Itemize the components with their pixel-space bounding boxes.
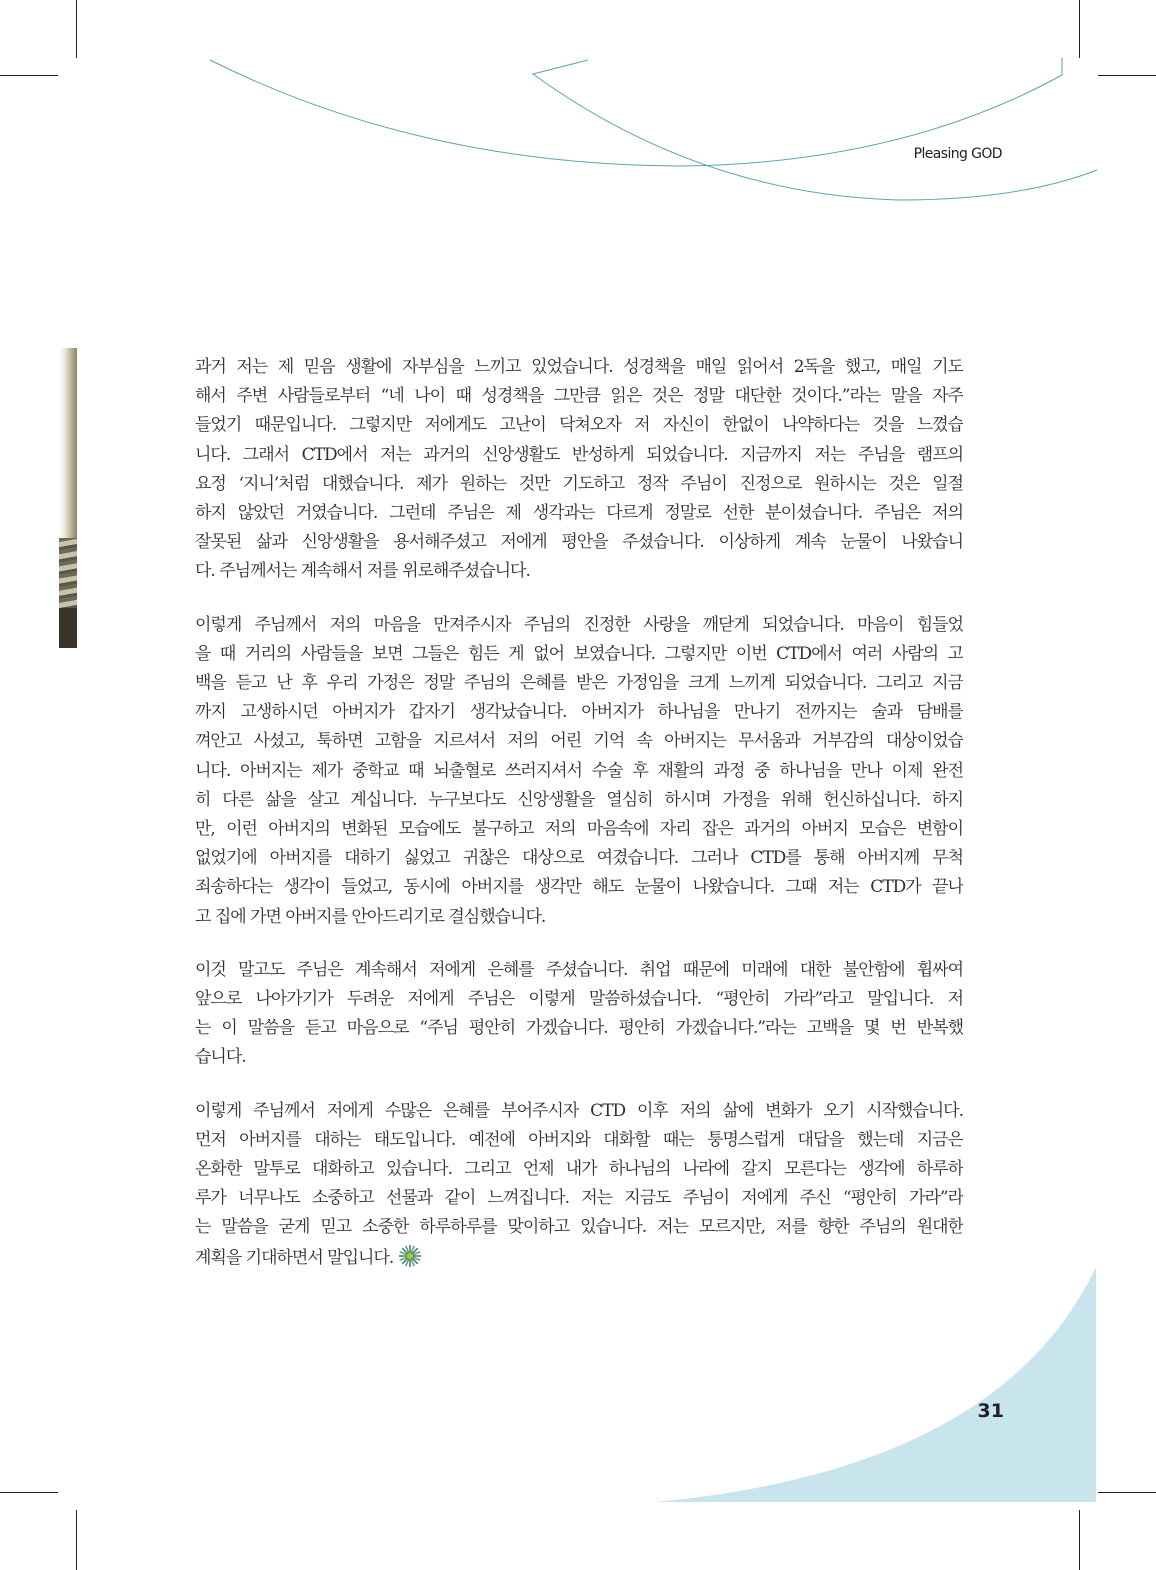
text-line: 을 때 거리의 사람들을 보면 그들은 힘든 게 없어 보였습니다. 그렇지만 이번 CTD에서 여러 사람의 고 [195,643,963,664]
text-line: 는 이 말씀을 듣고 마음으로 “주님 평안히 가겠습니다. 평안히 가겠습니다.”라는 고백을 몇 번 반복했 [195,1018,963,1039]
text-line: 백을 듣고 난 후 우리 가정은 정말 주님의 은혜를 받은 가정임을 크게 느끼게 되었습니다. 그리고 지금 [195,673,963,694]
text-line: 만, 이런 아버지의 변화된 모습에도 불구하고 저의 마음속에 자리 잡은 과거의 아버지 모습은 변함이 [195,819,963,840]
paragraph [195,1097,963,1273]
text-line: 고 집에 가면 아버지를 안아드리기로 결심했습니다. [195,906,546,927]
text-line: 해서 주변 사람들로부터 “네 나이 때 성경책을 그만큼 읽은 것은 정말 대단한 것이다.”라는 말을 자주 [195,386,963,407]
text-line: 는 말씀을 굳게 믿고 소중한 하루하루를 맞이하고 있습니다. 저는 모르지만, 저를 향한 주님의 원대한 [195,1217,963,1238]
text-line: 먼저 아버지를 대하는 태도입니다. 예전에 아버지와 대화할 때는 퉁명스럽게 대답을 했는데 지금은 [195,1129,963,1150]
text-line: 니다. 그래서 CTD에서 저는 과거의 신앙생활도 반성하게 되었습니다. 지금까지 저는 주님을 램프의 [195,444,963,465]
text-line: 루가 너무나도 소중하고 선물과 같이 느껴집니다. 저는 지금도 주님이 저에게 주신 “평안히 가라”라 [195,1188,963,1209]
text-line: 껴안고 사셨고, 툭하면 고함을 지르셔서 저의 어린 기억 속 아버지는 무서움과 거부감의 대상이었습 [195,731,963,752]
text-line: 이렇게 주님께서 저에게 수많은 은혜를 부어주시자 CTD 이후 저의 삶에 변화가 오기 시작했습니다. [195,1100,963,1121]
text-line: 까지 고생하시던 아버지가 갑자기 생각났습니다. 아버지가 하나님을 만나기 전까지는 술과 담배를 [195,702,963,723]
bottom-corner-fill [655,1267,1096,1502]
text-line: 없었기에 아버지를 대하기 싫었고 귀찮은 대상으로 여겼습니다. 그러나 CTD를 통해 아버지께 무척 [195,848,963,869]
text-line: 다. 주님께서는 계속해서 저를 위로해주셨습니다. [195,561,530,582]
text-line: 잘못된 삶과 신앙생활을 용서해주셨고 저에게 평안을 주셨습니다. 이상하게 계속 눈물이 나왔습니 [195,532,963,553]
text-line: 과거 저는 제 믿음 생활에 자부심을 느끼고 있었습니다. 성경책을 매일 읽어서 2독을 했고, 매일 기도 [195,357,963,377]
running-header: Pleasing GOD [913,146,1002,162]
text-line: 히 다른 삶을 살고 계십니다. 누구보다도 신앙생활을 열심히 하시며 가정을 위해 헌신하십니다. 하지 [195,789,963,810]
text-line: 이렇게 주님께서 저의 마음을 만져주시자 주님의 진정한 사랑을 깨닫게 되었습니다. 마음이 힘들었 [195,614,963,635]
end-flourish-icon [397,1243,423,1269]
left-edge-photo [59,348,77,648]
text-line: 요정 ‘지니’처럼 대했습니다. 제가 원하는 것만 기도하고 정작 주님이 진정으로 원하시는 것은 일절 [195,473,963,494]
text-line: 앞으로 나아가기가 두려운 저에게 주님은 이렇게 말씀하셨습니다. “평안히 가라”라고 말입니다. 저 [195,989,963,1010]
text-line: 하지 않았던 거였습니다. 그런데 주님은 제 생각과는 다르게 정말로 선한 분이셨습니다. 주님은 저의 [195,503,963,524]
page-number: 31 [977,1400,1004,1422]
paragraph [195,611,963,932]
text-line: 이것 말고도 주님은 계속해서 저에게 은혜를 주셨습니다. 취업 때문에 미래에 대한 불안함에 휩싸여 [195,959,963,980]
paragraph [195,956,963,1073]
text-line: 죄송하다는 생각이 들었고, 동시에 아버지를 생각만 해도 눈물이 나왔습니다. 그때 저는 CTD가 끝나 [195,877,963,898]
paragraph [195,353,963,587]
text-line: 계획을 기대하면서 말입니다. [195,1243,963,1273]
text-line: 니다. 아버지는 제가 중학교 때 뇌출혈로 쓰러지셔서 수술 후 재활의 과정 중 하나님을 만나 이제 완전 [195,760,963,781]
text-line: 들었기 때문입니다. 그렇지만 저에게도 고난이 닥쳐오자 저 자신이 한없이 나약하다는 것을 느꼈습 [195,415,963,436]
text-line: 습니다. [195,1047,246,1068]
curve-top-swoosh [533,60,1097,200]
text-line: 온화한 말투로 대화하고 있습니다. 그리고 언제 내가 하나님의 나라에 갈지 모른다는 생각에 하루하 [195,1159,963,1180]
article-body [195,353,963,1297]
